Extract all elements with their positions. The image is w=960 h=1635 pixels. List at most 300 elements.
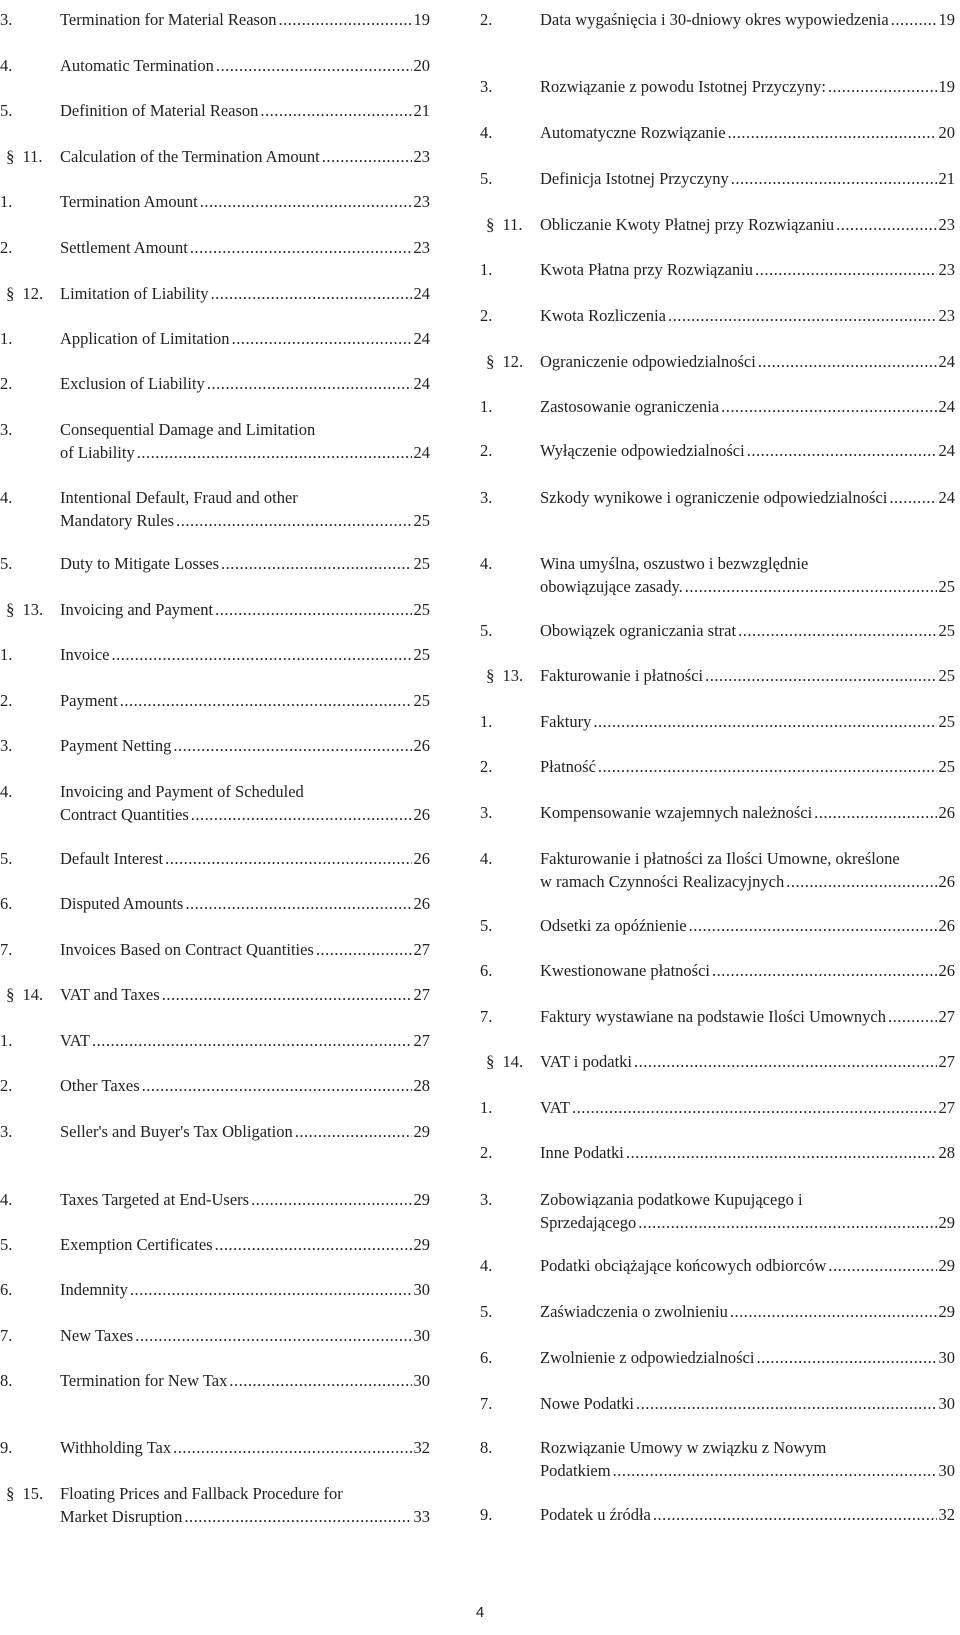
toc-entry-title: Kwota Płatna przy Rozwiązaniu <box>540 260 754 279</box>
toc-entry-number <box>480 847 492 870</box>
toc-entry-page: 23 <box>938 215 955 234</box>
toc-entry-page: 26 <box>938 872 955 891</box>
toc-entry-number-text: 1. <box>0 645 13 664</box>
toc-entry-page: 30 <box>938 1348 955 1367</box>
dot-leader <box>712 959 936 982</box>
toc-entry-number <box>0 552 12 575</box>
toc-entry-number <box>0 1029 12 1052</box>
toc-entry-number <box>480 395 492 418</box>
dot-leader <box>185 892 411 915</box>
dot-leader <box>142 1074 412 1097</box>
toc-entry-page: 30 <box>413 1371 430 1390</box>
toc-entry-title: Obliczanie Kwoty Płatnej przy Rozwiązaniu <box>540 215 835 234</box>
section-sign: § <box>6 1484 15 1503</box>
toc-entry-page: 24 <box>938 441 955 460</box>
toc-entry-title: Exemption Certificates <box>60 1235 213 1254</box>
toc-entry-number <box>0 418 12 441</box>
toc-entry-title: Indemnity <box>60 1280 128 1299</box>
toc-entry-number <box>0 1278 12 1301</box>
toc-entry-page: 23 <box>938 260 955 279</box>
toc-entry-page: 28 <box>938 1143 955 1162</box>
toc-entry-page: 23 <box>938 306 955 325</box>
toc-entry-number-text: 6. <box>0 1280 13 1299</box>
dot-leader <box>215 598 411 621</box>
toc-entry-number <box>6 983 43 1006</box>
toc-entry-title: Payment <box>60 691 118 710</box>
toc-entry-title: Calculation of the Termination Amount <box>60 147 320 166</box>
dot-leader <box>836 213 936 236</box>
toc-entry-number-text: 1. <box>480 260 493 279</box>
toc-entry-number-text: 11. <box>502 215 523 234</box>
toc-entry-number <box>480 1392 492 1415</box>
toc-entry-title: Intentional Default, Fraud and other <box>60 488 298 507</box>
toc-entry-number <box>480 1503 492 1526</box>
dot-leader <box>295 1120 412 1143</box>
dot-leader <box>889 486 936 509</box>
toc-entry-number-text: 5. <box>0 101 13 120</box>
dot-leader <box>173 1436 411 1459</box>
toc-entry-page: 29 <box>938 1213 955 1232</box>
toc-entry-title: Zwolnienie z odpowiedzialności <box>540 1348 755 1367</box>
dot-leader <box>210 282 411 305</box>
toc-entry-title: Faktury wystawiane na podstawie Ilości Umownych <box>540 1007 886 1026</box>
toc-entry-title: Nowe Podatki <box>540 1394 634 1413</box>
toc-entry-number-text: 14. <box>22 985 44 1004</box>
toc-entry-page: 26 <box>413 894 430 913</box>
toc-entry-title: Other Taxes <box>60 1076 140 1095</box>
dot-leader <box>730 1300 937 1323</box>
toc-entry-number <box>0 734 12 757</box>
toc-entry-number-text: 2. <box>480 10 493 29</box>
dot-leader <box>173 734 411 757</box>
toc-entry-number-text: 3. <box>0 10 13 29</box>
dot-leader <box>705 664 936 687</box>
toc-entry-number-text: 4. <box>480 1256 493 1275</box>
toc-entry-page: 24 <box>413 374 430 393</box>
toc-entry-number-text: 6. <box>480 961 493 980</box>
toc-entry-title: Sprzedającego <box>540 1213 637 1232</box>
toc-entry-title: Automatic Termination <box>60 56 214 75</box>
dot-leader <box>598 755 937 778</box>
dot-leader <box>634 1050 937 1073</box>
toc-entry-page: 30 <box>413 1280 430 1299</box>
dot-leader <box>731 167 937 190</box>
toc-entry-number <box>0 327 12 350</box>
dot-leader <box>728 121 937 144</box>
toc-entry-number-text: 15. <box>22 1484 44 1503</box>
toc-entry-number <box>480 755 492 778</box>
toc-entry-number <box>480 914 492 937</box>
toc-entry-number-text: 6. <box>480 1348 493 1367</box>
dot-leader <box>162 983 412 1006</box>
section-sign: § <box>6 600 15 619</box>
toc-entry-number-text: 3. <box>480 77 493 96</box>
toc-entry-number <box>480 710 492 733</box>
toc-entry-title: Invoicing and Payment <box>60 600 214 619</box>
toc-entry-number <box>0 486 12 509</box>
toc-entry-title: Fakturowanie i płatności za Ilości Umowne, określone <box>540 849 900 868</box>
dot-leader <box>190 236 412 259</box>
toc-entry-number <box>486 213 523 236</box>
dot-leader <box>184 1505 411 1528</box>
toc-entry-number-text: 9. <box>0 1438 13 1457</box>
toc-entry-page: 19 <box>938 77 955 96</box>
toc-entry-page: 25 <box>413 554 430 573</box>
toc-entry-number <box>480 8 492 31</box>
toc-entry-number-text: 3. <box>480 488 493 507</box>
toc-entry-title: Wyłączenie odpowiedzialności <box>540 441 745 460</box>
toc-entry-title: Payment Netting <box>60 736 172 755</box>
dot-leader <box>200 190 412 213</box>
toc-entry-number <box>480 167 492 190</box>
toc-entry-page: 23 <box>413 238 430 257</box>
toc-entry-number-text: 3. <box>480 1190 493 1209</box>
section-sign: § <box>486 352 495 371</box>
dot-leader <box>120 689 412 712</box>
toc-entry-title: Zastosowanie ograniczenia <box>540 397 720 416</box>
toc-entry-number-text: 2. <box>480 757 493 776</box>
toc-entry-number <box>0 1369 12 1392</box>
toc-entry-title: Disputed Amounts <box>60 894 184 913</box>
toc-entry-page: 25 <box>413 511 430 530</box>
toc-entry-number-text: 3. <box>0 736 13 755</box>
dot-leader <box>137 441 412 464</box>
toc-entry-number <box>480 1436 492 1459</box>
dot-leader <box>278 8 411 31</box>
toc-entry-number-text: 9. <box>480 1505 493 1524</box>
toc-entry-page: 27 <box>413 985 430 1004</box>
toc-entry-number <box>0 689 12 712</box>
toc-entry-title: Invoice <box>60 645 110 664</box>
toc-entry-number-text: 11. <box>22 147 43 166</box>
toc-entry-title: Duty to Mitigate Losses <box>60 554 220 573</box>
toc-entry-number <box>480 801 492 824</box>
dot-leader <box>668 304 937 327</box>
section-sign: § <box>6 985 15 1004</box>
toc-entry-number <box>0 643 12 666</box>
toc-entry-title: Limitation of Liability <box>60 284 209 303</box>
toc-entry-page: 21 <box>413 101 430 120</box>
toc-entry-page: 28 <box>413 1076 430 1095</box>
toc-entry-title: w ramach Czynności Realizacyjnych <box>540 872 785 891</box>
toc-entry-number-text: 13. <box>22 600 44 619</box>
toc-entry-number-text: 1. <box>480 712 493 731</box>
toc-entry-title: Kwota Rozliczenia <box>540 306 666 325</box>
dot-leader <box>653 1503 937 1526</box>
toc-entry-page: 26 <box>938 803 955 822</box>
toc-entry-number <box>0 1120 12 1143</box>
toc-entry-number <box>480 1096 492 1119</box>
dot-leader <box>165 847 411 870</box>
toc-entry-number-text: 2. <box>480 441 493 460</box>
toc-entry-title: Market Disruption <box>60 1507 183 1526</box>
dot-leader <box>888 1005 937 1028</box>
toc-entry-page: 32 <box>413 1438 430 1457</box>
toc-entry-number <box>6 282 43 305</box>
toc-entry-number-text: 8. <box>480 1438 493 1457</box>
dot-leader <box>221 552 411 575</box>
toc-entry-title: Consequential Damage and Limitation <box>60 420 316 439</box>
toc-entry-number <box>480 1141 492 1164</box>
toc-entry-title: VAT <box>540 1098 570 1117</box>
toc-entry-title: Faktury <box>540 712 592 731</box>
dot-leader <box>111 643 411 666</box>
toc-entry-number-text: 4. <box>480 849 493 868</box>
toc-column-english <box>0 0 430 1600</box>
dot-leader <box>229 1369 411 1392</box>
toc-entry-title: Podatki obciążające końcowych odbiorców <box>540 1256 827 1275</box>
toc-entry-number <box>0 99 12 122</box>
toc-entry-number-text: 7. <box>0 1326 13 1345</box>
dot-leader <box>828 1254 936 1277</box>
toc-entry-page: 20 <box>938 123 955 142</box>
dot-leader <box>232 327 412 350</box>
toc-entry-page: 25 <box>938 621 955 640</box>
toc-entry-title: Fakturowanie i płatności <box>540 666 704 685</box>
toc-entry-title: Płatność <box>540 757 596 776</box>
toc-entry-number <box>480 75 492 98</box>
toc-entry-number-text: 3. <box>0 420 13 439</box>
toc-entry-number <box>480 1346 492 1369</box>
toc-entry-title: Settlement Amount <box>60 238 188 257</box>
toc-entry-page: 24 <box>413 443 430 462</box>
toc-entry-page: 27 <box>413 1031 430 1050</box>
toc-entry-number <box>0 1074 12 1097</box>
toc-entry-number-text: 5. <box>480 916 493 935</box>
toc-entry-title: Wina umyślna, oszustwo i bezwzględnie <box>540 554 809 573</box>
dot-leader <box>721 395 936 418</box>
toc-entry-number-text: 8. <box>0 1371 13 1390</box>
toc-entry-page: 26 <box>938 961 955 980</box>
toc-entry-page: 20 <box>413 56 430 75</box>
toc-entry-number-text: 2. <box>0 238 13 257</box>
toc-entry-title: Automatyczne Rozwiązanie <box>540 123 726 142</box>
dot-leader <box>176 509 411 532</box>
toc-entry-number <box>6 1482 43 1505</box>
toc-entry-number-text: 1. <box>480 1098 493 1117</box>
toc-entry-page: 25 <box>938 757 955 776</box>
dot-leader <box>626 1141 937 1164</box>
toc-entry-page: 25 <box>413 645 430 664</box>
toc-entry-number <box>486 350 523 373</box>
toc-entry-page: 29 <box>938 1256 955 1275</box>
dot-leader <box>689 914 937 937</box>
toc-entry-number-text: 4. <box>0 782 13 801</box>
toc-entry-number-text: 1. <box>480 397 493 416</box>
toc-entry-title: Taxes Targeted at End-Users <box>60 1190 250 1209</box>
section-sign: § <box>6 147 15 166</box>
toc-entry-number-text: 5. <box>480 1302 493 1321</box>
toc-entry-number <box>480 304 492 327</box>
section-sign: § <box>486 666 495 685</box>
toc-entry-title: Podatkiem <box>540 1461 611 1480</box>
toc-entry-page: 26 <box>413 805 430 824</box>
toc-entry-number-text: 14. <box>502 1052 524 1071</box>
toc-entry-number-text: 4. <box>0 56 13 75</box>
toc-entry-page: 29 <box>938 1302 955 1321</box>
toc-entry-number <box>0 1233 12 1256</box>
toc-entry-number-text: 2. <box>480 306 493 325</box>
toc-entry-number-text: 5. <box>0 1235 13 1254</box>
toc-entry-title: Zaświadczenia o zwolnieniu <box>540 1302 728 1321</box>
toc-entry-title: VAT <box>60 1031 90 1050</box>
toc-entry-number <box>0 847 12 870</box>
toc-entry-number-text: 5. <box>480 169 493 188</box>
toc-entry-title: Seller's and Buyer's Tax Obligation <box>60 1122 293 1141</box>
dot-leader <box>593 710 936 733</box>
toc-entry-page: 25 <box>938 666 955 685</box>
toc-entry-number <box>480 1188 492 1211</box>
toc-entry-title: Termination for New Tax <box>60 1371 228 1390</box>
toc-entry-title: Mandatory Rules <box>60 511 175 530</box>
section-sign: § <box>6 284 15 303</box>
toc-entry-title: Rozwiązanie Umowy w związku z Nowym <box>540 1438 827 1457</box>
toc-entry-page: 30 <box>938 1394 955 1413</box>
toc-entry-title: Invoices Based on Contract Quantities <box>60 940 314 959</box>
toc-entry-page: 27 <box>938 1052 955 1071</box>
toc-entry-number <box>480 121 492 144</box>
toc-entry-page: 23 <box>413 192 430 211</box>
toc-entry-number-text: 7. <box>0 940 13 959</box>
toc-entry-number-text: 1. <box>0 1031 13 1050</box>
toc-entry-page: 30 <box>938 1461 955 1480</box>
toc-entry-number-text: 13. <box>502 666 524 685</box>
toc-entry-title: Inne Podatki <box>540 1143 624 1162</box>
toc-entry-number <box>0 8 12 31</box>
dot-leader <box>322 145 412 168</box>
dot-leader <box>92 1029 412 1052</box>
dot-leader <box>747 439 937 462</box>
toc-entry-title: Obowiązek ograniczania strat <box>540 621 737 640</box>
toc-entry-title: Invoicing and Payment of Scheduled <box>60 782 304 801</box>
dot-leader <box>685 575 937 598</box>
toc-entry-page: 25 <box>413 691 430 710</box>
toc-entry-page: 25 <box>938 712 955 731</box>
toc-entry-number <box>480 1005 492 1028</box>
toc-entry-title: of Liability <box>60 443 135 462</box>
toc-entry-page: 19 <box>938 10 955 29</box>
toc-entry-number <box>480 439 492 462</box>
toc-entry-title: Zobowiązania podatkowe Kupującego i <box>540 1190 803 1209</box>
toc-entry-number <box>0 1436 12 1459</box>
toc-entry-title: Podatek u źródła <box>540 1505 651 1524</box>
toc-entry-number-text: 12. <box>22 284 44 303</box>
toc-entry-number-text: 4. <box>480 123 493 142</box>
toc-entry-number <box>0 1324 12 1347</box>
toc-entry-number-text: 3. <box>480 803 493 822</box>
toc-entry-title: Odsetki za opóźnienie <box>540 916 687 935</box>
toc-entry-number <box>0 938 12 961</box>
toc-entry-title: Default Interest <box>60 849 164 868</box>
toc-entry-number-text: 1. <box>0 329 13 348</box>
dot-leader <box>613 1459 937 1482</box>
dot-leader <box>758 350 937 373</box>
toc-entry-number-text: 7. <box>480 1394 493 1413</box>
toc-entry-title: Ograniczenie odpowiedzialności <box>540 352 756 371</box>
toc-entry-page: 24 <box>938 352 955 371</box>
toc-entry-page: 27 <box>938 1007 955 1026</box>
toc-entry-title: Definicja Istotnej Przyczyny <box>540 169 729 188</box>
toc-entry-number-text: 5. <box>0 554 13 573</box>
toc-entry-title: Data wygaśnięcia i 30-dniowy okres wypowiedzenia <box>540 10 889 29</box>
toc-entry-title: Floating Prices and Fallback Procedure for <box>60 1484 343 1503</box>
toc-entry-title: Termination Amount <box>60 192 198 211</box>
toc-entry-title: VAT i podatki <box>540 1052 632 1071</box>
toc-entry-page: 26 <box>413 736 430 755</box>
toc-entry-title: Application of Limitation <box>60 329 230 348</box>
dot-leader <box>738 619 936 642</box>
dot-leader <box>135 1324 411 1347</box>
toc-entry-page: 25 <box>938 577 955 596</box>
toc-entry-page: 24 <box>938 397 955 416</box>
dot-leader <box>755 258 936 281</box>
toc-entry-title: New Taxes <box>60 1326 134 1345</box>
toc-entry-number <box>0 1188 12 1211</box>
dot-leader <box>207 372 412 395</box>
toc-entry-page: 29 <box>413 1190 430 1209</box>
toc-entry-number-text: 6. <box>0 894 13 913</box>
dot-leader <box>215 1233 412 1256</box>
dot-leader <box>572 1096 937 1119</box>
dot-leader <box>251 1188 411 1211</box>
toc-entry-number <box>480 1254 492 1277</box>
toc-entry-title: obowiązujące zasady. <box>540 577 683 596</box>
toc-entry-number-text: 5. <box>0 849 13 868</box>
toc-entry-title: Definition of Material Reason <box>60 101 259 120</box>
dot-leader <box>130 1278 412 1301</box>
toc-entry-number-text: 3. <box>0 1122 13 1141</box>
toc-entry-page: 27 <box>413 940 430 959</box>
toc-entry-title: Szkody wynikowe i ograniczenie odpowiedzialności <box>540 488 888 507</box>
toc-entry-number <box>486 1050 523 1073</box>
toc-entry-title: VAT and Taxes <box>60 985 160 1004</box>
toc-entry-page: 24 <box>938 488 955 507</box>
dot-leader <box>216 54 412 77</box>
toc-entry-number <box>0 372 12 395</box>
toc-entry-page: 21 <box>938 169 955 188</box>
toc-entry-number <box>480 1300 492 1323</box>
toc-entry-number <box>486 664 523 687</box>
toc-entry-number <box>480 959 492 982</box>
toc-entry-number <box>0 780 12 803</box>
page-number: 4 <box>475 1604 485 1621</box>
toc-entry-number-text: 7. <box>480 1007 493 1026</box>
toc-entry-title: Contract Quantities <box>60 805 189 824</box>
toc-entry-page: 19 <box>413 10 430 29</box>
toc-entry-page: 26 <box>938 916 955 935</box>
dot-leader <box>814 801 936 824</box>
toc-entry-title: Withholding Tax <box>60 1438 172 1457</box>
toc-column-polish <box>480 0 955 1600</box>
toc-entry-number <box>0 190 12 213</box>
toc-entry-page: 32 <box>938 1505 955 1524</box>
toc-entry-number-text: 5. <box>480 621 493 640</box>
dot-leader <box>828 75 937 98</box>
toc-entry-title: Kompensowanie wzajemnych należności <box>540 803 813 822</box>
toc-entry-number <box>480 552 492 575</box>
toc-entry-number <box>0 236 12 259</box>
toc-entry-number <box>480 486 492 509</box>
dot-leader <box>786 870 936 893</box>
toc-entry-number <box>6 598 43 621</box>
toc-entry-number <box>480 619 492 642</box>
toc-entry-title: Exclusion of Liability <box>60 374 205 393</box>
toc-entry-number-text: 4. <box>480 554 493 573</box>
dot-leader <box>638 1211 936 1234</box>
toc-entry-number-text: 2. <box>0 1076 13 1095</box>
dot-leader <box>891 8 937 31</box>
dot-leader <box>316 938 412 961</box>
